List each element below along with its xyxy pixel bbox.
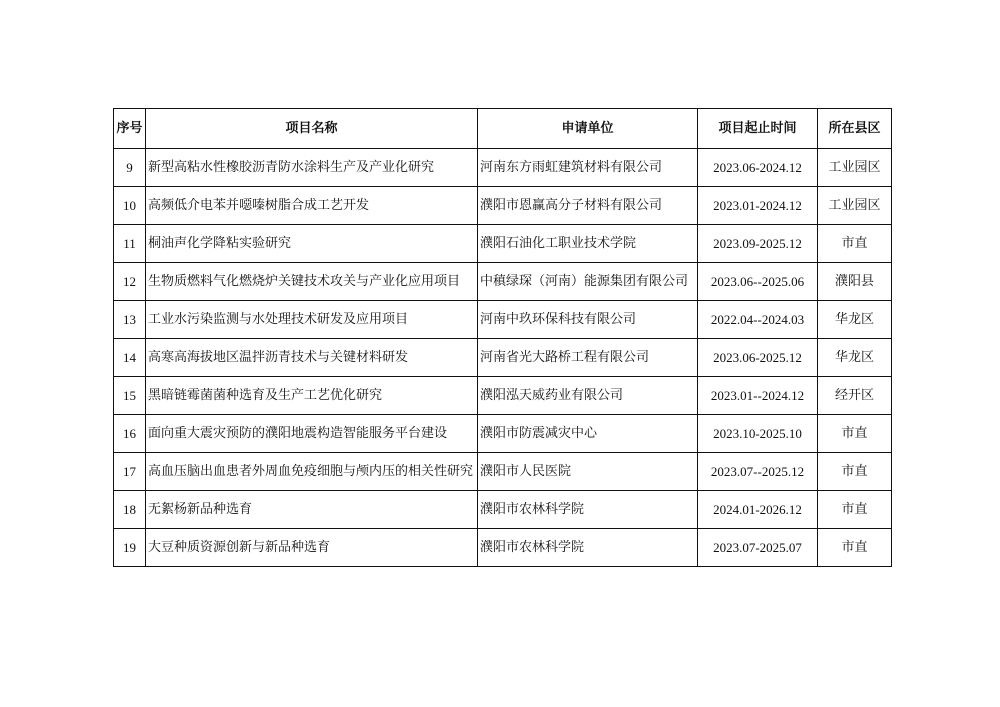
row-no: 17 <box>114 453 146 491</box>
row-area: 华龙区 <box>818 339 892 377</box>
row-no: 10 <box>114 187 146 225</box>
row-area: 市直 <box>818 529 892 567</box>
table-row <box>114 491 892 529</box>
table-row <box>114 149 892 187</box>
row-area: 市直 <box>818 491 892 529</box>
table-row <box>114 187 892 225</box>
header-area: 所在县区 <box>818 109 892 149</box>
row-period: 2023.09-2025.12 <box>698 225 818 263</box>
row-no: 19 <box>114 529 146 567</box>
row-project-name: 面向重大震灾预防的濮阳地震构造智能服务平台建设 <box>146 415 478 453</box>
row-area: 工业园区 <box>818 187 892 225</box>
row-no: 9 <box>114 149 146 187</box>
row-area: 市直 <box>818 453 892 491</box>
header-unit: 申请单位 <box>478 109 698 149</box>
row-project-name: 高血压脑出血患者外周血免疫细胞与颅内压的相关性研究 <box>146 453 478 491</box>
row-area: 濮阳县 <box>818 263 892 301</box>
row-project-name: 工业水污染监测与水处理技术研发及应用项目 <box>146 301 478 339</box>
row-no: 12 <box>114 263 146 301</box>
row-no: 13 <box>114 301 146 339</box>
row-applicant: 濮阳石油化工职业技术学院 <box>478 225 698 263</box>
row-period: 2023.06-2025.12 <box>698 339 818 377</box>
row-period: 2023.01-2024.12 <box>698 187 818 225</box>
row-period: 2024.01-2026.12 <box>698 491 818 529</box>
row-project-name: 大豆种质资源创新与新品种选育 <box>146 529 478 567</box>
row-area: 华龙区 <box>818 301 892 339</box>
row-period: 2023.07-2025.07 <box>698 529 818 567</box>
row-no: 15 <box>114 377 146 415</box>
table-row <box>114 377 892 415</box>
row-applicant: 河南省光大路桥工程有限公司 <box>478 339 698 377</box>
row-project-name: 高寒高海拔地区温拌沥青技术与关键材料研发 <box>146 339 478 377</box>
row-period: 2023.10-2025.10 <box>698 415 818 453</box>
project-table <box>113 108 892 567</box>
row-project-name: 桐油声化学降粘实验研究 <box>146 225 478 263</box>
row-project-name: 高频低介电苯并噁嗪树脂合成工艺开发 <box>146 187 478 225</box>
row-period: 2023.06--2025.06 <box>698 263 818 301</box>
row-no: 14 <box>114 339 146 377</box>
row-area: 市直 <box>818 225 892 263</box>
row-applicant: 河南中玖环保科技有限公司 <box>478 301 698 339</box>
table-row <box>114 339 892 377</box>
table-row <box>114 225 892 263</box>
row-area: 经开区 <box>818 377 892 415</box>
row-period: 2023.01--2024.12 <box>698 377 818 415</box>
row-period: 2022.04--2024.03 <box>698 301 818 339</box>
header-no: 序号 <box>114 109 146 149</box>
row-applicant: 濮阳市人民医院 <box>478 453 698 491</box>
row-project-name: 黑暗链霉菌菌种选育及生产工艺优化研究 <box>146 377 478 415</box>
row-applicant: 濮阳市农林科学院 <box>478 491 698 529</box>
table-row <box>114 453 892 491</box>
header-name: 项目名称 <box>146 109 478 149</box>
row-period: 2023.07--2025.12 <box>698 453 818 491</box>
row-applicant: 濮阳市农林科学院 <box>478 529 698 567</box>
row-area: 工业园区 <box>818 149 892 187</box>
row-project-name: 新型高粘水性橡胶沥青防水涂料生产及产业化研究 <box>146 149 478 187</box>
table-header-row <box>114 109 892 149</box>
table-row <box>114 529 892 567</box>
row-applicant: 濮阳泓天威药业有限公司 <box>478 377 698 415</box>
row-area: 市直 <box>818 415 892 453</box>
row-applicant: 中稹绿琛（河南）能源集团有限公司 <box>478 263 698 301</box>
table-row <box>114 263 892 301</box>
table-row <box>114 301 892 339</box>
row-applicant: 濮阳市防震减灾中心 <box>478 415 698 453</box>
row-period: 2023.06-2024.12 <box>698 149 818 187</box>
row-no: 16 <box>114 415 146 453</box>
row-applicant: 河南东方雨虹建筑材料有限公司 <box>478 149 698 187</box>
row-no: 18 <box>114 491 146 529</box>
row-project-name: 无絮杨新品种选育 <box>146 491 478 529</box>
table-row <box>114 415 892 453</box>
row-no: 11 <box>114 225 146 263</box>
row-applicant: 濮阳市恩赢高分子材料有限公司 <box>478 187 698 225</box>
row-project-name: 生物质燃料气化燃烧炉关键技术攻关与产业化应用项目 <box>146 263 478 301</box>
header-period: 项目起止时间 <box>698 109 818 149</box>
